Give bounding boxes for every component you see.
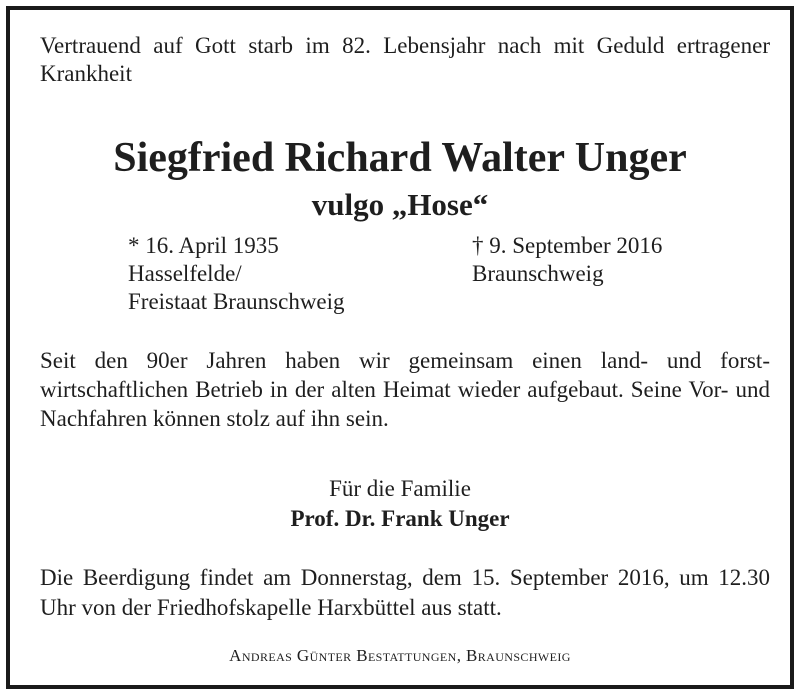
undertaker-credit: Andreas Günter Bestattungen, Braunschweig — [229, 646, 571, 665]
birth-block — [128, 232, 345, 316]
birth-date: * 16. April 1935 — [128, 233, 279, 258]
funeral-info: Die Beerdigung findet am Donnerstag, dem 15. September 2016, um 12.30 Uhr von der Friedhofskapelle Harxbüttel aus statt. — [40, 565, 770, 620]
intro-text: Vertrauend auf Gott starb im 82. Lebensjahr nach mit Geduld ertragener Krankheit — [40, 33, 770, 86]
deceased-alias: vulgo „Hose“ — [311, 187, 489, 222]
family-label: Für die Familie — [329, 476, 471, 501]
death-place: Braunschweig — [472, 261, 604, 286]
birth-place-line2: Freistaat Braunschweig — [128, 289, 345, 314]
death-date: † 9. September 2016 — [472, 233, 663, 258]
family-name: Prof. Dr. Frank Unger — [290, 506, 510, 531]
obituary-notice — [6, 6, 794, 689]
deceased-name: Siegfried Richard Walter Unger — [113, 135, 687, 181]
body-text: Seit den 90er Jahren haben wir gemeinsam einen land- und forstwirtschaftlichen Betrieb in der alten Heimat wieder aufgebaut. Seine Vor- und Nachfahren können stolz auf ihn sein. — [40, 348, 770, 431]
birth-place-line1: Hasselfelde/ — [128, 261, 242, 286]
death-block — [472, 232, 662, 288]
